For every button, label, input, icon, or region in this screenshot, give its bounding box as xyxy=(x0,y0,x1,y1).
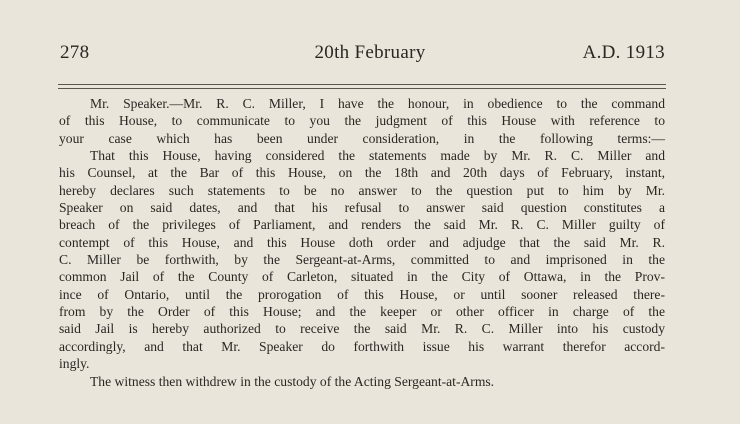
page-year-heading: A.D. 1913 xyxy=(582,42,665,63)
text-line: That this House, having considered the statements made by Mr. R. C. Miller and xyxy=(90,148,665,164)
text-line: C. Miller be forthwith, by the Sergeant-at-Arms, committed to and imprisoned in the xyxy=(59,252,665,268)
text-line: accordingly, and that Mr. Speaker do forthwith issue his warrant therefor accord- xyxy=(59,338,665,354)
header-rule-bottom xyxy=(58,88,666,89)
text-line: from by the Order of this House; and the keeper or other officer in charge of the xyxy=(59,304,665,320)
text-line: hereby declares such statements to be no answer to the question put to him by Mr. xyxy=(59,182,665,198)
text-line: your case which has been under consideration, in the following terms:— xyxy=(59,130,665,146)
text-line: ince of Ontario, until the prorogation of this House, or until sooner released there- xyxy=(59,286,665,302)
text-line: The witness then withdrew in the custody of the Acting Sergeant-at-Arms. xyxy=(90,373,495,389)
text-line: common Jail of the County of Carleton, situated in the City of Ottawa, in the Prov- xyxy=(59,269,665,285)
text-line: his Counsel, at the Bar of this House, on the 18th and 20th days of February, instant, xyxy=(59,165,665,181)
text-line: of this House, to communicate to you the judgment of this House with reference to xyxy=(59,113,665,129)
document-body xyxy=(59,95,665,390)
page-date-heading: 20th February xyxy=(314,42,426,63)
text-line: contempt of this House, and this House doth order and adjudge that the said Mr. R. xyxy=(59,234,665,250)
text-line: Mr. Speaker.—Mr. R. C. Miller, I have the honour, in obedience to the command xyxy=(90,96,665,111)
text-line: Speaker on said dates, and that his refusal to answer said question constitutes a xyxy=(59,200,665,216)
header-rule-top xyxy=(58,84,666,85)
text-line: ingly. xyxy=(59,356,90,372)
text-line: breach of the privileges of Parliament, and renders the said Mr. R. C. Miller guilty of xyxy=(59,217,665,233)
page-number: 278 xyxy=(60,42,90,63)
text-line: said Jail is hereby authorized to receive the said Mr. R. C. Miller into his custody xyxy=(59,321,665,337)
